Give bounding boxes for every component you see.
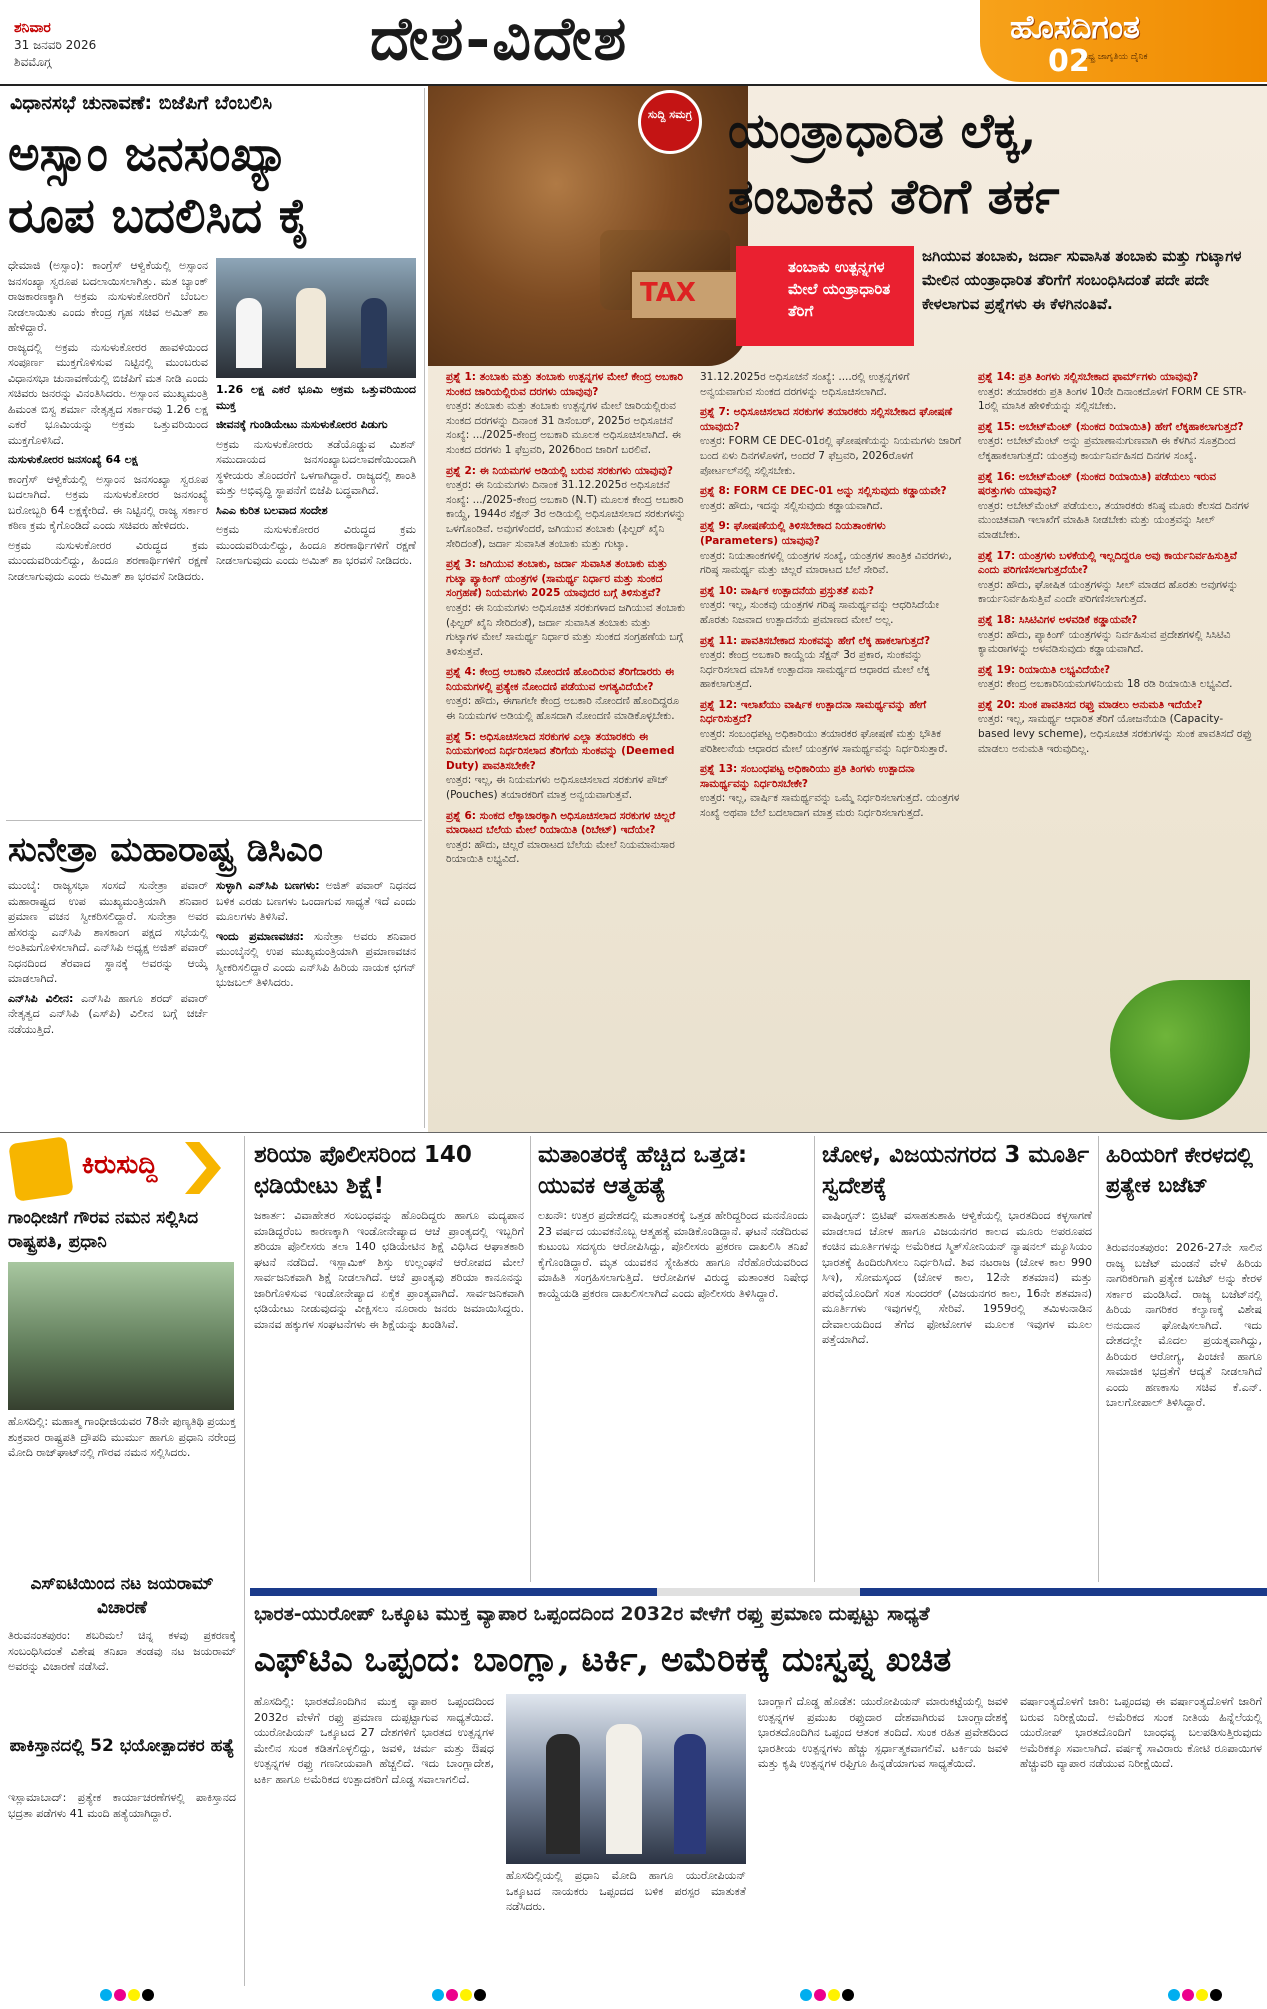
assam-right-column <box>216 382 416 810</box>
assam-lead: ಧೇಮಾಜಿ (ಅಸ್ಸಾಂ): ಕಾಂಗ್ರೆಸ್ ಆಳ್ವಿಕೆಯಲ್ಲಿ ಅಸ್ಸಾಂನ ಜನಸಂಖ್ಯಾ ಸ್ವರೂಪ ಬದಲಾಯಿಸಲಾಗಿತ್ತು. ಮತ ಬ್ಯಾಂಕ್ ರಾಜಕಾರಣಕ್ಕಾಗಿ ಅಕ್ರಮ ನುಸುಳುಕೋರರಿಗೆ ಬೆಂಬಲ ನೀಡಲಾಯಿತು ಎಂದು ಕೇಂದ್ರ ಗೃಹ ಸಚಿವ ಅಮಿತ್ ಶಾ ಹೇಳಿದ್ದಾರೆ. <box>8 259 208 334</box>
sunetra-column-2 <box>216 878 416 1128</box>
qa-item: ಪ್ರಶ್ನೆ 6: ಸುಂಕದ ಲೆಕ್ಕಾಚಾರಕ್ಕಾಗಿ ಅಧಿಸೂಚಿಸಲಾದ ಸರಕುಗಳ ಚಿಲ್ಲರೆ ಮಾರಾಟದ ಬೆಲೆಯ ಮೇಲೆ ರಿಯಾಯಿತಿ (ರಿಬೇಟ್) ಇದೆಯೇ? ಉತ್ತರ: ಹೌದು, ಚಿಲ್ಲರೆ ಮಾರಾಟದ ಬೆಲೆಯ ಮೇಲೆ ನಿಯಮಾನುಸಾರ ರಿಯಾಯಿತಿ ಲಭ್ಯವಿದೆ. <box>446 809 676 866</box>
column-divider <box>424 88 425 1128</box>
sunetra-headline: ಸುನೇತ್ರಾ ಮಹಾರಾಷ್ಟ್ರ ಡಿಸಿಎಂ <box>8 830 323 870</box>
tobacco-intro: ಜಗಿಯುವ ತಂಬಾಕು, ಜರ್ದಾ ಸುವಾಸಿತ ತಂಬಾಕು ಮತ್ತು ಗುಟ್ಕಾಗಳ ಮೇಲಿನ ಯಂತ್ರಾಧಾರಿತ ತೆರಿಗೆಗೆ ಸಂಬಂಧಿಸಿದಂತೆ ಪದೇ ಪದೇ ಕೇಳಲಾಗುವ ಪ್ರಶ್ನೆಗಳು ಈ ಕೆಳಗಿನಂತಿವೆ. <box>922 247 1242 313</box>
registration-marks <box>800 1986 856 2000</box>
shariya-headline: ಶರಿಯಾ ಪೊಲೀಸರಿಂದ 140 ಛಡಿಯೇಟು ಶಿಕ್ಷೆ! <box>254 1142 472 1199</box>
qa-item: ಪ್ರಶ್ನೆ 19: ರಿಯಾಯಿತಿ ಲಭ್ಯವಿದೆಯೇ? ಉತ್ತರ: ಕೇಂದ್ರ ಅಬಕಾರಿನಿಯಮಗಳನಿಯಮ 18 ರಡಿ ರಿಯಾಯಿತಿ ಲಭ್ಯವಿದೆ. <box>978 663 1233 691</box>
divider <box>6 820 422 821</box>
qa-item: ಪ್ರಶ್ನೆ 13: ಸಂಬಂಧಪಟ್ಟ ಅಧಿಕಾರಿಯು ಪ್ರತಿ ತಿಂಗಳು ಉತ್ಪಾದನಾ ಸಾಮರ್ಥ್ಯವನ್ನು ನಿರ್ಧರಿಸಬೇಕೇ? ಉತ್ತರ: ಇಲ್ಲ, ವಾರ್ಷಿಕ ಸಾಮರ್ಥ್ಯವನ್ನು ಒಮ್ಮೆ ನಿರ್ಧರಿಸಲಾಗುತ್ತದೆ. ಯಂತ್ರಗಳ ಸಂಖ್ಯೆ ಅಥವಾ ಬೆಲೆ ಬದಲಾದಾಗ ಮಾತ್ರ ಮರು ನಿರ್ಧರಿಸಲಾಗುತ್ತದೆ. <box>700 763 960 820</box>
sunetra-body-2: ಎನ್‌ಸಿಪಿ ಹಾಗೂ ಶರದ್ ಪವಾರ್ ನೇತೃತ್ವದ ಎನ್‌ಸಿಪಿ (ಎಸ್‌ಪಿ) ವಿಲೀನ ಬಗ್ಗೆ ಚರ್ಚೆ ನಡೆಯುತ್ತಿದೆ. <box>8 991 208 1036</box>
sunetra-body-3: ಅಜಿತ್ ಪವಾರ್ ನಿಧನದ ಬಳಿಕ ಎರಡು ಬಣಗಳು ಒಂದಾಗುವ ಸಾಧ್ಯತೆ ಇದೆ ಎಂದು ಮೂಲಗಳು ತಿಳಿಸಿವೆ. <box>216 879 416 923</box>
city-label: ಶಿವಮೊಗ್ಗ <box>14 55 52 69</box>
qa-item: ಪ್ರಶ್ನೆ 2: ಈ ನಿಯಮಗಳ ಅಡಿಯಲ್ಲಿ ಬರುವ ಸರಕುಗಳು ಯಾವುವು? ಉತ್ತರ: ಈ ನಿಯಮಗಳು ದಿನಾಂಕ 31.12.2025ರ ಅಧಿಸೂಚನೆ ಸಂಖ್ಯೆ: .../2025-ಕೇಂದ್ರ ಅಬಕಾರಿ (N.T) ಮೂಲಕ ಕೇಂದ್ರ ಅಬಕಾರಿ ಕಾಯ್ದೆ, 1944ರ ಸೆಕ್ಷನ್ 3ರ ಅಡಿಯಲ್ಲಿ ಅಧಿಸೂಚಿಸಲಾದ ಸರಕುಗಳನ್ನು ಒಳಗೊಂಡಿವೆ. ಅವುಗಳೆಂದರೆ, ಜಗಿಯುವ ತಂಬಾಕು (ಫಿಲ್ಟರ್ ಖೈನಿ ಸೇರಿದಂತೆ), ಜರ್ದಾ ಸುವಾಸಿತ ತಂಬಾಕು ಮತ್ತು ಗುಟ್ಕಾ. <box>446 464 686 550</box>
dateline <box>14 20 154 71</box>
assam-body-2b: ಅಕ್ರಮ ನುಸುಳುಕೋರರ ವಿರುದ್ಧದ ಕ್ರಮ ಮುಂದುವರಿಯಲಿದ್ದು, ಹಿಂದೂ ಶರಣಾರ್ಥಿಗಳಿಗೆ ರಕ್ಷಣೆ ನೀಡಲಾಗುವುದು ಎಂದು ಅಮಿತ್ ಶಾ ಭರವಸೆ ನೀಡಿದರು. <box>8 538 208 583</box>
qa-item: ಪ್ರಶ್ನೆ 7: ಅಧಿಸೂಚಿಸಲಾದ ಸರಕುಗಳ ತಯಾರಕರು ಸಲ್ಲಿಸಬೇಕಾದ ಘೋಷಣೆ ಯಾವುದು? ಉತ್ತರ: FORM CE DEC-01ರಲ್ಲಿ ಘೋಷಣೆಯನ್ನು ನಿಯಮಗಳು ಜಾರಿಗೆ ಬಂದ ಏಳು ದಿನಗಳೊಳಗೆ, ಅಂದರೆ 7 ಫೆಬ್ರವರಿ, 2026ರೊಳಗೆ ಪೋರ್ಟಲ್‌ನಲ್ಲಿ ಸಲ್ಲಿಸಬೇಕು. <box>700 406 962 477</box>
qa-item: ಪ್ರಶ್ನೆ 10: ವಾರ್ಷಿಕ ಉತ್ಪಾದನೆಯ ಪ್ರಸ್ತುತತೆ ಏನು? ಉತ್ತರ: ಇಲ್ಲ, ಸುಂಕವು ಯಂತ್ರಗಳ ಗರಿಷ್ಠ ಸಾಮರ್ಥ್ಯವನ್ನು ಆಧರಿಸಿದೆಯೇ ಹೊರತು ನಿಜವಾದ ಉತ್ಪಾದನೆಯ ಪ್ರಮಾಣದ ಮೇಲೆ ಅಲ್ಲ. <box>700 584 940 626</box>
tobacco-leaf-image <box>1110 980 1250 1120</box>
conversion-text: ಲಖನೌ: ಉತ್ತರ ಪ್ರದೇಶದಲ್ಲಿ ಮತಾಂತರಕ್ಕೆ ಒತ್ತಡ ಹೇರಿದ್ದರಿಂದ ಮನನೊಂದು 23 ವರ್ಷದ ಯುವಕನೊಬ್ಬ ಆತ್ಮಹತ್ಯೆ ಮಾಡಿಕೊಂಡಿದ್ದಾನೆ. ಘಟನೆ ನಡೆದಿರುವ ಕುಟುಂಬ ಸದಸ್ಯರು ಆರೋಪಿಸಿದ್ದು, ಪೊಲೀಸರು ಪ್ರಕರಣ ದಾಖಲಿಸಿ ತನಿಖೆ ಕೈಗೊಂಡಿದ್ದಾರೆ. ಮೃತ ಯುವಕನ ಸ್ನೇಹಿತರು ಹಾಗೂ ನೆರೆಹೊರೆಯವರಿಂದ ಮಾಹಿತಿ ಸಂಗ್ರಹಿಸಲಾಗುತ್ತಿದೆ. ಆರೋಪಿಗಳ ವಿರುದ್ಧ ಮತಾಂತರ ನಿಷೇಧ ಕಾಯ್ದೆಯಡಿ ಪ್ರಕರಣ ದಾಖಲಿಸಲಾಗಿದೆ ಎಂದು ಪೊಲೀಸರು ತಿಳಿಸಿದ್ದಾರೆ. <box>538 1209 808 1300</box>
qa-item: ಪ್ರಶ್ನೆ 8: FORM CE DEC-01 ಅನ್ನು ಸಲ್ಲಿಸುವುದು ಕಡ್ಡಾಯವೇ? ಉತ್ತರ: ಹೌದು, ಇದನ್ನು ಸಲ್ಲಿಸುವುದು ಕಡ್ಡಾಯವಾಗಿದೆ. <box>700 485 947 512</box>
assam-sub-3: ಸಿಎಎ ಕುರಿತ ಬಲವಾದ ಸಂದೇಶ <box>216 503 328 517</box>
kerala-headline: ಹಿರಿಯರಿಗೆ ಕೇರಳದಲ್ಲಿ ಪ್ರತ್ಯೇಕ ಬಜೆಟ್ <box>1106 1143 1253 1197</box>
qa-item: ಪ್ರಶ್ನೆ 17: ಯಂತ್ರಗಳು ಬಳಕೆಯಲ್ಲಿ ಇಲ್ಲದಿದ್ದರೂ ಅವು ಕಾರ್ಯನಿರ್ವಹಿಸುತ್ತಿವೆ ಎಂದು ಪರಿಗಣಿಸಲಾಗುತ್ತದೆಯೇ? ಉತ್ತರ: ಹೌದು, ಘೋಷಿತ ಯಂತ್ರಗಳನ್ನು ಸೀಲ್ ಮಾಡದ ಹೊರತು ಅವುಗಳನ್ನು ಕಾರ್ಯನಿರ್ವಹಿಸುತ್ತಿವೆ ಎಂದೇ ಪರಿಗಣಿಸಲಾಗುತ್ತದೆ. <box>978 549 1239 606</box>
assam-sub-2: ಜೀವನಕ್ಕೆ ಗುಂಡಿಯೇಟು ನುಸುಳುಕೋರರ ಪಿಡುಗು <box>216 418 388 431</box>
fta-column-2: ಬಾಂಗ್ಲಾಗೆ ದೊಡ್ಡ ಹೊಡೆತ: ಯುರೋಪಿಯನ್ ಮಾರುಕಟ್ಟೆಯಲ್ಲಿ ಜವಳಿ ಉತ್ಪನ್ನಗಳ ಪ್ರಮುಖ ರಫ್ತುದಾರ ದೇಶವಾಗಿರುವ ಬಾಂಗ್ಲಾದೇಶಕ್ಕೆ ಭಾರತದೊಂದಿಗಿನ ಒಪ್ಪಂದ ಆತಂಕ ತಂದಿದೆ. ಸುಂಕ ರಹಿತ ಪ್ರವೇಶದಿಂದ ಭಾರತೀಯ ಉತ್ಪನ್ನಗಳು ಹೆಚ್ಚು ಸ್ಪರ್ಧಾತ್ಮಕವಾಗಲಿವೆ. ಟರ್ಕಿಯ ಜವಳಿ ಮತ್ತು ಕೃಷಿ ಉತ್ಪನ್ನಗಳ ರಫ್ತಿಗೂ ಹಿನ್ನಡೆಯಾಗುವ ಸಾಧ್ಯತೆಯಿದೆ. <box>758 1695 1008 1770</box>
qa-item: ಪ್ರಶ್ನೆ 4: ಕೇಂದ್ರ ಅಬಕಾರಿ ನೋಂದಣಿ ಹೊಂದಿರುವ ತೆರಿಗೆದಾರರು ಈ ನಿಯಮಗಳಲ್ಲಿ ಪ್ರತ್ಯೇಕ ನೋಂದಣಿ ಪಡೆಯುವ ಅಗತ್ಯವಿದೆಯೇ? ಉತ್ತರ: ಹೌದು, ಈಗಾಗಲೇ ಕೇಂದ್ರ ಅಬಕಾರಿ ನೋಂದಣಿ ಹೊಂದಿದ್ದರೂ ಈ ನಿಯಮಗಳ ಅಡಿಯಲ್ಲಿ ಹೊಸದಾಗಿ ನೋಂದಣಿ ಮಾಡಿಕೊಳ್ಳಬೇಕು. <box>446 666 680 723</box>
fta-photo-caption: ಹೊಸದಿಲ್ಲಿಯಲ್ಲಿ ಪ್ರಧಾನಿ ಮೋದಿ ಹಾಗೂ ಯುರೋಪಿಯನ್ ಒಕ್ಕೂಟದ ನಾಯಕರು ಒಪ್ಪಂದದ ಬಳಿಕ ಪರಸ್ಪರ ಮಾತುಕತೆ ನಡೆಸಿದರು. <box>506 1869 746 1913</box>
person-figure <box>236 298 262 368</box>
tobacco-qa-column-2 <box>700 370 964 1110</box>
kiru-item-2-headline: ಎಸ್‌ಐಟಿಯಿಂದ ನಟ ಜಯರಾಮ್ ವಿಚಾರಣೆ <box>30 1574 214 1618</box>
sunetra-column-1 <box>8 878 208 1128</box>
sunetra-sub-3: ಇಂದು ಪ್ರಮಾಣವಚನ: <box>216 929 304 943</box>
sunetra-sub-2: ಸುಳ್ಳಾಗಿ ಎನ್‌ಸಿಪಿ ಬಣಗಳು: <box>216 879 320 892</box>
qa-item: ಪ್ರಶ್ನೆ 12: ಇಲಾಖೆಯು ವಾರ್ಷಿಕ ಉತ್ಪಾದನಾ ಸಾಮರ್ಥ್ಯವನ್ನು ಹೇಗೆ ನಿರ್ಧರಿಸುತ್ತದೆ? ಉತ್ತರ: ಸಂಬಂಧಪಟ್ಟ ಅಧಿಕಾರಿಯು ತಯಾರಕರ ಘೋಷಣೆ ಮತ್ತು ಭೌತಿಕ ಪರಿಶೀಲನೆಯ ಆಧಾರದ ಮೇಲೆ ಯಂತ್ರಗಳ ಸಾಮರ್ಥ್ಯವನ್ನು ನಿರ್ಧರಿಸುತ್ತಾರೆ. <box>700 698 948 755</box>
qa-item: ಪ್ರಶ್ನೆ 9: ಘೋಷಣೆಯಲ್ಲಿ ತಿಳಿಸಬೇಕಾದ ನಿಯತಾಂಕಗಳು (Parameters) ಯಾವುವು? ಉತ್ತರ: ನಿಯತಾಂಕಗಳಲ್ಲಿ ಯಂತ್ರಗಳ ಸಂಖ್ಯೆ, ಯಂತ್ರಗಳ ತಾಂತ್ರಿಕ ವಿವರಗಳು, ಗರಿಷ್ಠ ಸಾಮರ್ಥ್ಯ ಮತ್ತು ಚಿಲ್ಲರೆ ಮಾರಾಟದ ಬೆಲೆ ಸೇರಿವೆ. <box>700 520 952 577</box>
kiru-item-1-text: ಹೊಸದಿಲ್ಲಿ: ಮಹಾತ್ಮ ಗಾಂಧೀಜಿಯವರ 78ನೇ ಪುಣ್ಯತಿಥಿ ಪ್ರಯುಕ್ತ ಶುಕ್ರವಾರ ರಾಷ್ಟ್ರಪತಿ ದ್ರೌಪದಿ ಮುರ್ಮು ಹಾಗೂ ಪ್ರಧಾನಿ ನರೇಂದ್ರ ಮೋದಿ ರಾಜ್‌ಘಾಟ್‌ನಲ್ಲಿ ಗೌರವ ನಮನ ಸಲ್ಲಿಸಿದರು. <box>8 1415 236 1459</box>
tobacco-qa-column-1 <box>446 370 686 1110</box>
fta-color-strip <box>250 1588 1267 1596</box>
qa-item: ಪ್ರಶ್ನೆ 15: ಅಬೇಟ್‌ಮೆಂಟ್ (ಸುಂಕದ ರಿಯಾಯಿತಿ) ಹೇಗೆ ಲೆಕ್ಕಹಾಕಲಾಗುತ್ತದೆ? ಉತ್ತರ: ಅಬೇಟ್‌ಮೆಂಟ್ ಅನ್ನು ಪ್ರಮಾಣಾನುಗುಣವಾಗಿ ಈ ಕೆಳಗಿನ ಸೂತ್ರದಿಂದ ಲೆಕ್ಕಹಾಕಲಾಗುತ್ತದೆ: ಯಂತ್ರವು ಕಾರ್ಯನಿರ್ವಹಿಸದ ದಿನಗಳ ಸಂಖ್ಯೆ. <box>978 420 1244 462</box>
column-divider <box>1098 1136 1099 1582</box>
fta-kicker: ಭಾರತ-ಯುರೋಪ್ ಒಕ್ಕೂಟ ಮುಕ್ತ ವ್ಯಾಪಾರ ಒಪ್ಪಂದದಿಂದ 2032ರ ವೇಳೆಗೆ ರಫ್ತು ಪ್ರಮಾಣ ದುಪ್ಪಟ್ಟು ಸಾಧ್ಯತೆ <box>254 1603 930 1625</box>
gandhi-tribute-photo <box>8 1262 234 1410</box>
date-label: 31 ಜನವರಿ 2026 <box>14 38 97 52</box>
chola-headline: ಚೋಳ, ವಿಜಯನಗರದ 3 ಮೂರ್ತಿ ಸ್ವದೇಶಕ್ಕೆ <box>822 1142 1090 1199</box>
assam-body-1: ರಾಜ್ಯದಲ್ಲಿ ಅಕ್ರಮ ನುಸುಳುಕೋರರ ಹಾವಳಿಯಿಂದ ಸಂಪೂರ್ಣ ಮುಕ್ತಗೊಳಿಸುವ ನಿಟ್ಟಿನಲ್ಲಿ ಮುಂಬರುವ ವಿಧಾನಸಭಾ ಚುನಾವಣೆಯಲ್ಲಿ ಬಿಜೆಪಿಗೆ ಮತ ನೀಡಿ ಎಂದು ಸಚಿವರು ಜನರನ್ನು ವಿನಂತಿಸಿದರು. ಅಸ್ಸಾಂನ ಮುಖ್ಯಮಂತ್ರಿ ಹಿಮಂತ ಬಿಸ್ವ ಶರ್ಮಾ ನೇತೃತ್ವದ ಸರ್ಕಾರವು 1.26 ಲಕ್ಷ ಎಕರೆ ಭೂಮಿಯನ್ನು ಅಕ್ರಮ ಒತ್ತುವರಿಯಿಂದ ಮುಕ್ತಗೊಳಿಸಿದೆ. <box>8 340 208 447</box>
paper-logo: ಹೊಸದಿಗಂತ <box>1010 8 1140 46</box>
registration-marks <box>1168 1986 1224 2000</box>
tobacco-red-box: ತಂಬಾಕು ಉತ್ಪನ್ನಗಳ ಮೇಲೆ ಯಂತ್ರಾಧಾರಿತ ತೆರಿಗೆ <box>736 246 914 346</box>
sunetra-body-1: ಮುಂಬೈ: ರಾಜ್ಯಸಭಾ ಸಂಸದೆ ಸುನೇತ್ರಾ ಪವಾರ್ ಮಹಾರಾಷ್ಟ್ರದ ಉಪ ಮುಖ್ಯಮಂತ್ರಿಯಾಗಿ ಶನಿವಾರ ಪ್ರಮಾಣ ವಚನ ಸ್ವೀಕರಿಸಲಿದ್ದಾರೆ. ಸುನೇತ್ರಾ ಅವರ ಹೆಸರನ್ನು ಎನ್‌ಸಿಪಿ ಶಾಸಕಾಂಗ ಪಕ್ಷದ ಸಭೆಯಲ್ಲಿ ಅಂತಿಮಗೊಳಿಸಲಾಗಿದೆ. ಎನ್‌ಸಿಪಿ ಅಧ್ಯಕ್ಷ ಅಜಿತ್ ಪವಾರ್ ನಿಧನದಿಂದ ತೆರವಾದ ಸ್ಥಾನಕ್ಕೆ ಅವರನ್ನು ಆಯ್ಕೆ ಮಾಡಲಾಗಿದೆ. <box>8 879 208 985</box>
column-divider <box>814 1136 815 1582</box>
assam-headline-1: ಅಸ್ಸಾಂ ಜನಸಂಖ್ಯಾ <box>8 126 289 182</box>
assam-body-3: ಅಕ್ರಮ ನುಸುಳುಕೋರರು ತಡೆಯೊಡ್ಡುವ ಮಿಶನ್ ಸಮುದಾಯದ ಜನಸಂಖ್ಯಾಬದಲಾವಣೆಯಿಂದಾಗಿ ಸ್ಥಳೀಯರು ತೊಂದರೆಗೆ ಒಳಗಾಗಿದ್ದಾರೆ. ರಾಜ್ಯದಲ್ಲಿ ಶಾಂತಿ ಮತ್ತು ಅಭಿವೃದ್ಧಿ ಸ್ಥಾಪನೆಗೆ ಬಿಜೆಪಿ ಬದ್ಧವಾಗಿದೆ. <box>216 437 416 497</box>
tobacco-headline-1: ಯಂತ್ರಾಧಾರಿತ ಲೆಕ್ಕ, <box>728 103 1037 159</box>
column-divider <box>244 1136 245 1986</box>
conversion-headline: ಮತಾಂತರಕ್ಕೆ ಹೆಚ್ಚಿದ ಒತ್ತಡ: ಯುವಕ ಆತ್ಮಹತ್ಯೆ <box>538 1142 748 1199</box>
qa-item: ಪ್ರಶ್ನೆ 11: ಪಾವತಿಸಬೇಕಾದ ಸುಂಕವನ್ನು ಹೇಗೆ ಲೆಕ್ಕ ಹಾಕಲಾಗುತ್ತದೆ? ಉತ್ತರ: ಕೇಂದ್ರ ಅಬಕಾರಿ ಕಾಯ್ದೆಯ ಸೆಕ್ಷನ್ 3ರ ಪ್ರಕಾರ, ಸುಂಕವನ್ನು ನಿರ್ಧರಿಸಲಾದ ಮಾಸಿಕ ಉತ್ಪಾದನಾ ಸಾಮರ್ಥ್ಯದ ಆಧಾರದ ಮೇಲೆ ಲೆಕ್ಕ ಹಾಕಲಾಗುತ್ತದೆ. <box>700 634 931 691</box>
assam-sub-1: ನುಸುಳುಕೋರರ ಜನಸಂಖ್ಯೆ 64 ಲಕ್ಷ <box>8 453 138 466</box>
qa-item: ಪ್ರಶ್ನೆ 5: ಅಧಿಸೂಚಿಸಲಾದ ಸರಕುಗಳ ಎಲ್ಲಾ ತಯಾರಕರು ಈ ನಿಯಮಗಳಿಂದ ನಿರ್ಧರಿಸಲಾದ ತೆರಿಗೆಯ ಸುಂಕವನ್ನು (Deemed Duty) ಪಾವತಿಸಬೇಕೇ? ಉತ್ತರ: ಇಲ್ಲ, ಈ ನಿಯಮಗಳು ಅಧಿಸೂಚಿಸಲಾದ ಸರಕುಗಳ ಪೌಚ್ (Pouches) ತಯಾರಕರಿಗೆ ಮಾತ್ರ ಅನ್ವಯವಾಗುತ್ತವೆ. <box>446 730 675 802</box>
registration-marks <box>432 1986 488 2000</box>
assam-headline-2: ರೂಪ ಬದಲಿಸಿದ ಕೈ <box>8 188 311 244</box>
section-divider <box>0 1132 1267 1133</box>
qa-item: ಪ್ರಶ್ನೆ 14: ಪ್ರತಿ ತಿಂಗಳು ಸಲ್ಲಿಸಬೇಕಾದ ಫಾರ್ಮ್‌ಗಳು ಯಾವುವು? ಉತ್ತರ: ತಯಾರಕರು ಪ್ರತಿ ತಿಂಗಳ 10ನೇ ದಿನಾಂಕದೊಳಗೆ FORM CE STR-1ರಲ್ಲಿ ಮಾಸಿಕ ಹೇಳಿಕೆಯನ್ನು ಸಲ್ಲಿಸಬೇಕು. <box>978 371 1247 413</box>
fta-column-1: ಹೊಸದಿಲ್ಲಿ: ಭಾರತದೊಂದಿಗಿನ ಮುಕ್ತ ವ್ಯಾಪಾರ ಒಪ್ಪಂದದಿಂದ 2032ರ ವೇಳೆಗೆ ರಫ್ತು ಪ್ರಮಾಣ ದುಪ್ಪಟ್ಟಾಗುವ ಸಾಧ್ಯತೆಯಿದೆ. ಯುರೋಪಿಯನ್ ಒಕ್ಕೂಟದ 27 ದೇಶಗಳಿಗೆ ಭಾರತದ ಉತ್ಪನ್ನಗಳ ಮೇಲಿನ ಸುಂಕ ಕಡಿತಗೊಳ್ಳಲಿದ್ದು, ಜವಳಿ, ಚರ್ಮ ಮತ್ತು ಔಷಧ ಉತ್ಪನ್ನಗಳ ರಫ್ತು ಗಣನೀಯವಾಗಿ ಹೆಚ್ಚಲಿದೆ. ಇದು ಬಾಂಗ್ಲಾದೇಶ, ಟರ್ಕಿ ಹಾಗೂ ಅಮೆರಿಕದ ಉತ್ಪಾದಕರಿಗೆ ದೊಡ್ಡ ಸವಾಲಾಗಲಿದೆ. <box>254 1695 494 1786</box>
qa-item: ಪ್ರಶ್ನೆ 18: ಸಿಸಿಟಿವಿಗಳ ಅಳವಡಿಕೆ ಕಡ್ಡಾಯವೇ? ಉತ್ತರ: ಹೌದು, ಪ್ಯಾಕಿಂಗ್ ಯಂತ್ರಗಳನ್ನು ನಿರ್ವಹಿಸುವ ಪ್ರದೇಶಗಳಲ್ಲಿ ಸಿಸಿಟಿವಿ ಕ್ಯಾಮರಾಗಳನ್ನು ಅಳವಡಿಸುವುದು ಕಡ್ಡಾಯವಾಗಿದೆ. <box>978 613 1231 656</box>
person-figure <box>606 1724 642 1854</box>
hand-pointer-icon <box>8 1136 74 1202</box>
registration-marks <box>100 1986 156 2000</box>
person-figure <box>361 298 387 368</box>
assam-lead-column <box>8 258 208 810</box>
fta-column-3: ವರ್ಷಾಂತ್ಯದೊಳಗೆ ಜಾರಿ: ಒಪ್ಪಂದವು ಈ ವರ್ಷಾಂತ್ಯದೊಳಗೆ ಜಾರಿಗೆ ಬರುವ ನಿರೀಕ್ಷೆಯಿದೆ. ಅಮೆರಿಕದ ಸುಂಕ ನೀತಿಯ ಹಿನ್ನೆಲೆಯಲ್ಲಿ ಯುರೋಪ್ ಭಾರತದೊಂದಿಗೆ ಬಾಂಧವ್ಯ ಬಲಪಡಿಸುತ್ತಿರುವುದು ಅಮೆರಿಕಕ್ಕೂ ಸವಾಲಾಗಿದೆ. ವರ್ಷಕ್ಕೆ ಸಾವಿರಾರು ಕೋಟಿ ರೂಪಾಯಿಗಳ ಹೆಚ್ಚುವರಿ ವ್ಯಾಪಾರ ನಡೆಯುವ ನಿರೀಕ್ಷೆಯಿದೆ. <box>1020 1695 1262 1770</box>
kerala-text: ತಿರುವನಂತಪುರಂ: 2026-27ನೇ ಸಾಲಿನ ರಾಜ್ಯ ಬಜೆಟ್ ಮಂಡನೆ ವೇಳೆ ಹಿರಿಯ ನಾಗರಿಕರಿಗಾಗಿ ಪ್ರತ್ಯೇಕ ಬಜೆಟ್ ಅನ್ನು ಕೇರಳ ಸರ್ಕಾರ ಮಂಡಿಸಿದೆ. ರಾಜ್ಯ ಬಜೆಟ್‌ನಲ್ಲಿ ಹಿರಿಯ ನಾಗರಿಕರ ಕಲ್ಯಾಣಕ್ಕೆ ವಿಶೇಷ ಅನುದಾನ ಘೋಷಿಸಲಾಗಿದೆ. ಇದು ದೇಶದಲ್ಲೇ ಮೊದಲ ಪ್ರಯತ್ನವಾಗಿದ್ದು, ಹಿರಿಯರ ಆರೋಗ್ಯ, ಪಿಂಚಣಿ ಹಾಗೂ ಸಾಮಾಜಿಕ ಭದ್ರತೆಗೆ ಆದ್ಯತೆ ನೀಡಲಾಗಿದೆ ಎಂದು ಹಣಕಾಸು ಸಚಿವ ಕೆ.ಎನ್. ಬಾಲಗೋಪಾಲ್ ತಿಳಿಸಿದ್ದಾರೆ. <box>1106 1241 1262 1409</box>
tobacco-headline-2: ತಂಬಾಕಿನ ತೆರಿಗೆ ತರ್ಕ <box>728 169 1060 225</box>
suddi-samagra-badge: ಸುದ್ದಿ ಸಮಗ್ರ <box>638 90 702 154</box>
paper-tagline: ರಾಷ್ಟ್ರ ಜಾಗೃತಿಯ ದೈನಿಕ <box>1080 52 1148 62</box>
qa-item: ಪ್ರಶ್ನೆ 20: ಸುಂಕ ಪಾವತಿಸದ ರಫ್ತು ಮಾಡಲು ಅನುಮತಿ ಇದೆಯೇ? ಉತ್ತರ: ಇಲ್ಲ, ಸಾಮರ್ಥ್ಯ ಆಧಾರಿತ ತೆರಿಗೆ ಯೋಜನೆಯಡಿ (Capacity-based levy scheme), ಅಧಿಸೂಚಿತ ಸರಕುಗಳನ್ನು ಸುಂಕ ಪಾವತಿಸದೆ ರಫ್ತು ಮಾಡಲು ಅನುಮತಿ ಇರುವುದಿಲ್ಲ. <box>978 698 1252 755</box>
column-divider <box>530 1136 531 1582</box>
assam-kicker: ವಿಧಾನಸಭೆ ಚುನಾವಣೆ: ಬಿಜೆಪಿಗೆ ಬೆಂಬಲಿಸಿ <box>10 92 273 114</box>
day-label: ಶನಿವಾರ <box>14 20 51 36</box>
qa-item: ಪ್ರಶ್ನೆ 16: ಅಬೇಟ್‌ಮೆಂಟ್ (ಸುಂಕದ ರಿಯಾಯಿತಿ) ಪಡೆಯಲು ಇರುವ ಷರತ್ತುಗಳು ಯಾವುವು? ಉತ್ತರ: ಅಬೇಟ್‌ಮೆಂಟ್ ಪಡೆಯಲು, ತಯಾರಕರು ಕನಿಷ್ಠ ಮೂರು ಕೆಲಸದ ದಿನಗಳ ಮುಂಚಿತವಾಗಿ ಇಲಾಖೆಗೆ ಮಾಹಿತಿ ನೀಡಬೇಕು ಮತ್ತು ಯಂತ್ರವನ್ನು ಸೀಲ್ ಮಾಡಬೇಕು. <box>978 470 1249 541</box>
assam-photo-caption: 1.26 ಲಕ್ಷ ಎಕರೆ ಭೂಮಿ ಅಕ್ರಮ ಒತ್ತುವರಿಯಿಂದ ಮುಕ್ತ <box>216 383 416 412</box>
page-number: 02 <box>1048 44 1090 79</box>
kiru-item-3-text: ಇಸ್ಲಾಮಾಬಾದ್: ಪ್ರತ್ಯೇಕ ಕಾರ್ಯಾಚರಣೆಗಳಲ್ಲಿ ಪಾಕಿಸ್ತಾನದ ಭದ್ರತಾ ಪಡೆಗಳು 41 ಮಂದಿ ಹತ್ಯೆಯಾಗಿದ್ದಾರೆ. <box>8 1791 236 1820</box>
sunetra-sub-1: ಎನ್‌ಸಿಪಿ ವಿಲೀನ: <box>8 991 74 1005</box>
shariya-text: ಜಕಾರ್ತ: ವಿವಾಹೇತರ ಸಂಬಂಧವನ್ನು ಹೊಂದಿದ್ದರು ಹಾಗೂ ಮದ್ಯಪಾನ ಮಾಡಿದ್ದರೆಂಬ ಕಾರಣಕ್ಕಾಗಿ ಇಂಡೋನೇಷ್ಯಾದ ಆಚೆ ಪ್ರಾಂತ್ಯದಲ್ಲಿ ಇಬ್ಬರಿಗೆ ಶರಿಯಾ ಪೊಲೀಸರು ತಲಾ 140 ಛಡಿಯೇಟಿನ ಶಿಕ್ಷೆ ವಿಧಿಸಿದ ಆಘಾತಕಾರಿ ಘಟನೆ ನಡೆದಿದೆ. ಇಸ್ಲಾಮಿಕ್ ಶಿಸ್ತು ಉಲ್ಲಂಘನೆ ಆರೋಪದ ಮೇಲೆ ಸಾರ್ವಜನಿಕವಾಗಿ ಶಿಕ್ಷೆ ನೀಡಲಾಗಿದೆ. ಆಚೆ ಪ್ರಾಂತ್ಯವು ಶರಿಯಾ ಕಾನೂನನ್ನು ಜಾರಿಗೊಳಿಸುವ ಇಂಡೋನೇಷ್ಯಾದ ಏಕೈಕ ಪ್ರಾಂತ್ಯವಾಗಿದೆ. ಸಾರ್ವಜನಿಕವಾಗಿ ಛಡಿಯೇಟು ನೀಡುವುದನ್ನು ವೀಕ್ಷಿಸಲು ನೂರಾರು ಜನರು ಜಮಾಯಿಸಿದ್ದರು. ಮಾನವ ಹಕ್ಕುಗಳ ಸಂಘಟನೆಗಳು ಈ ಶಿಕ್ಷೆಯನ್ನು ಖಂಡಿಸಿವೆ. <box>254 1209 524 1331</box>
qa-item: ಪ್ರಶ್ನೆ 1: ತಂಬಾಕು ಮತ್ತು ತಂಬಾಕು ಉತ್ಪನ್ನಗಳ ಮೇಲೆ ಕೇಂದ್ರ ಅಬಕಾರಿ ಸುಂಕದ ಜಾರಿಯಲ್ಲಿರುವ ದರಗಳು ಯಾವುವು? ಉತ್ತರ: ತಂಬಾಕು ಮತ್ತು ತಂಬಾಕು ಉತ್ಪನ್ನಗಳ ಮೇಲೆ ಜಾರಿಯಲ್ಲಿರುವ ಸುಂಕದ ದರಗಳನ್ನು ದಿನಾಂಕ 31 ಡಿಸೆಂಬರ್, 2025ರ ಅಧಿಸೂಚನೆ ಸಂಖ್ಯೆ: .../2025-ಕೇಂದ್ರ ಅಬಕಾರಿ ಮೂಲಕ ಅಧಿಸೂಚಿಸಲಾಗಿದೆ. ಈ ಸುಂಕದ ದರಗಳು 1 ಫೆಬ್ರವರಿ, 2026ರಿಂದ ಜಾರಿಗೆ ಬರಲಿವೆ. <box>446 371 684 456</box>
person-figure <box>296 288 326 368</box>
kiru-item-1-headline: ಗಾಂಧೀಜಿಗೆ ಗೌರವ ನಮನ ಸಲ್ಲಿಸಿದ ರಾಷ್ಟ್ರಪತಿ, ಪ್ರಧಾನಿ <box>8 1208 199 1252</box>
assam-body-2: ಕಾಂಗ್ರೆಸ್ ಆಳ್ವಿಕೆಯಲ್ಲಿ ಅಸ್ಸಾಂನ ಜನಸಂಖ್ಯಾ ಸ್ವರೂಪ ಬದಲಾಗಿದೆ. ಅಕ್ರಮ ನುಸುಳುಕೋರರ ಜನಸಂಖ್ಯೆ ಬರೋಬ್ಬರಿ 64 ಲಕ್ಷಕ್ಕೇರಿದೆ. ಈ ನಿಟ್ಟಿನಲ್ಲಿ ರಾಜ್ಯ ಸರ್ಕಾರ ಕಠಿಣ ಕ್ರಮ ಕೈಗೊಂಡಿದೆ ಎಂದು ಸಚಿವರು ಹೇಳಿದರು. <box>8 472 208 532</box>
assam-body-4: ಅಕ್ರಮ ನುಸುಳುಕೋರರ ವಿರುದ್ಧದ ಕ್ರಮ ಮುಂದುವರಿಯಲಿದ್ದು, ಹಿಂದೂ ಶರಣಾರ್ಥಿಗಳಿಗೆ ರಕ್ಷಣೆ ನೀಡಲಾಗುವುದು ಎಂದು ಅಮಿತ್ ಶಾ ಭರವಸೆ ನೀಡಿದರು. <box>216 523 416 567</box>
person-figure <box>674 1734 706 1854</box>
qa-item: ಪ್ರಶ್ನೆ 3: ಜಗಿಯುವ ತಂಬಾಕು, ಜರ್ದಾ ಸುವಾಸಿತ ತಂಬಾಕು ಮತ್ತು ಗುಟ್ಕಾ ಪ್ಯಾಕಿಂಗ್ ಯಂತ್ರಗಳ (ಸಾಮರ್ಥ್ಯ ನಿರ್ಧಾರ ಮತ್ತು ಸುಂಕದ ಸಂಗ್ರಹಣೆ) ನಿಯಮಗಳು 2025 ಯಾವುದರ ಬಗ್ಗೆ ತಿಳಿಸುತ್ತವೆ? ಉತ್ತರ: ಈ ನಿಯಮಗಳು ಅಧಿಸೂಚಿತ ಸರಕುಗಳಾದ ಜಗಿಯುವ ತಂಬಾಕು (ಫಿಲ್ಟರ್ ಖೈನಿ ಸೇರಿದಂತೆ), ಜರ್ದಾ ಸುವಾಸಿತ ತಂಬಾಕು ಮತ್ತು ಗುಟ್ಕಾಗಳ ಮೇಲೆ ಸಾಮರ್ಥ್ಯ ನಿರ್ಧಾರ ಮತ್ತು ಸುಂಕದ ಸಂಗ್ರಹಣೆಯ ಬಗ್ಗೆ ತಿಳಿಸುತ್ತವೆ. <box>446 558 686 658</box>
sunetra-body-4: ಸುನೇತ್ರಾ ಅವರು ಶನಿವಾರ ಮುಂಬೈನಲ್ಲಿ ಉಪ ಮುಖ್ಯಮಂತ್ರಿಯಾಗಿ ಪ್ರಮಾಣವಚನ ಸ್ವೀಕರಿಸಲಿದ್ದಾರೆ ಎಂದು ಎನ್‌ಸಿಪಿ ಹಿರಿಯ ನಾಯಕ ಛಗನ್ ಭುಜಬಲ್ ತಿಳಿಸಿದರು. <box>216 929 416 989</box>
tobacco-date-line: 31.12.2025ರ ಅಧಿಸೂಚನೆ ಸಂಖ್ಯೆ: ....ರಲ್ಲಿ ಉತ್ಪನ್ನಗಳಿಗೆ ಅನ್ವಯವಾಗುವ ಸುಂಕದ ದರಗಳನ್ನು ಅಧಿಸೂಚಿಸಲಾಗಿದೆ. <box>700 371 910 398</box>
section-title: ದೇಶ-ವಿದೇಶ <box>370 4 629 74</box>
kiru-suddi-label: ಕಿರುಸುದ್ದಿ <box>82 1150 158 1180</box>
kiru-item-2-text: ತಿರುವನಂತಪುರಂ: ಶಬರಿಮಲೆ ಚಿನ್ನ ಕಳವು ಪ್ರಕರಣಕ್ಕೆ ಸಂಬಂಧಿಸಿದಂತೆ ವಿಶೇಷ ತನಿಖಾ ತಂಡವು ನಟ ಜಯರಾಮ್ ಅವರನ್ನು ವಿಚಾರಣೆ ನಡೆಸಿದೆ. <box>8 1629 236 1673</box>
person-figure <box>546 1734 580 1854</box>
fta-headline: ಎಫ್‌ಟಿಎ ಒಪ್ಪಂದ: ಬಾಂಗ್ಲಾ, ಟರ್ಕಿ, ಅಮೆರಿಕಕ್ಕೆ ದುಃಸ್ವಪ್ನ ಖಚಿತ <box>254 1640 952 1680</box>
assam-photo <box>216 258 416 378</box>
fta-leaders-photo <box>506 1694 746 1864</box>
tax-label: TAX <box>640 278 696 308</box>
kiru-item-3-headline: ಪಾಕಿಸ್ತಾನದಲ್ಲಿ 52 ಭಯೋತ್ಪಾದಕರ ಹತ್ಯೆ <box>9 1736 235 1756</box>
chola-text: ವಾಷಿಂಗ್ಟನ್: ಬ್ರಿಟಿಷ್ ವಸಾಹತುಶಾಹಿ ಆಳ್ವಿಕೆಯಲ್ಲಿ ಭಾರತದಿಂದ ಕಳ್ಳಸಾಗಣೆ ಮಾಡಲಾದ ಚೋಳ ಹಾಗೂ ವಿಜಯನಗರ ಕಾಲದ ಮೂರು ಅಪರೂಪದ ಕಂಚಿನ ಮೂರ್ತಿಗಳನ್ನು ಅಮೆರಿಕದ ಸ್ಮಿತ್‌ಸೋನಿಯನ್ ನ್ಯಾಷನಲ್ ಮ್ಯೂಸಿಯಂ ಭಾರತಕ್ಕೆ ಹಿಂದಿರುಗಿಸಲು ನಿರ್ಧರಿಸಿದೆ. ಶಿವ ನಟರಾಜ (ಚೋಳ ಕಾಲ 990 ಸಿಇ), ಸೋಮಸ್ಕಂದ (ಚೋಳ ಕಾಲ, 12ನೇ ಶತಮಾನ) ಮತ್ತು ಪರವೈಯೊಂದಿಗೆ ಸಂತ ಸುಂದರರ್ (ವಿಜಯನಗರ ಕಾಲ, 16ನೇ ಶತಮಾನ) ಮೂರ್ತಿಗಳು ಇವುಗಳಲ್ಲಿ ಸೇರಿವೆ. 1959ರಲ್ಲಿ ತಮಿಳುನಾಡಿನ ದೇವಾಲಯದಿಂದ ತೆಗೆದ ಫೋಟೋಗಳ ಮೂಲಕ ಇವುಗಳ ಮೂಲ ಪತ್ತೆಯಾಗಿದೆ. <box>822 1209 1092 1346</box>
